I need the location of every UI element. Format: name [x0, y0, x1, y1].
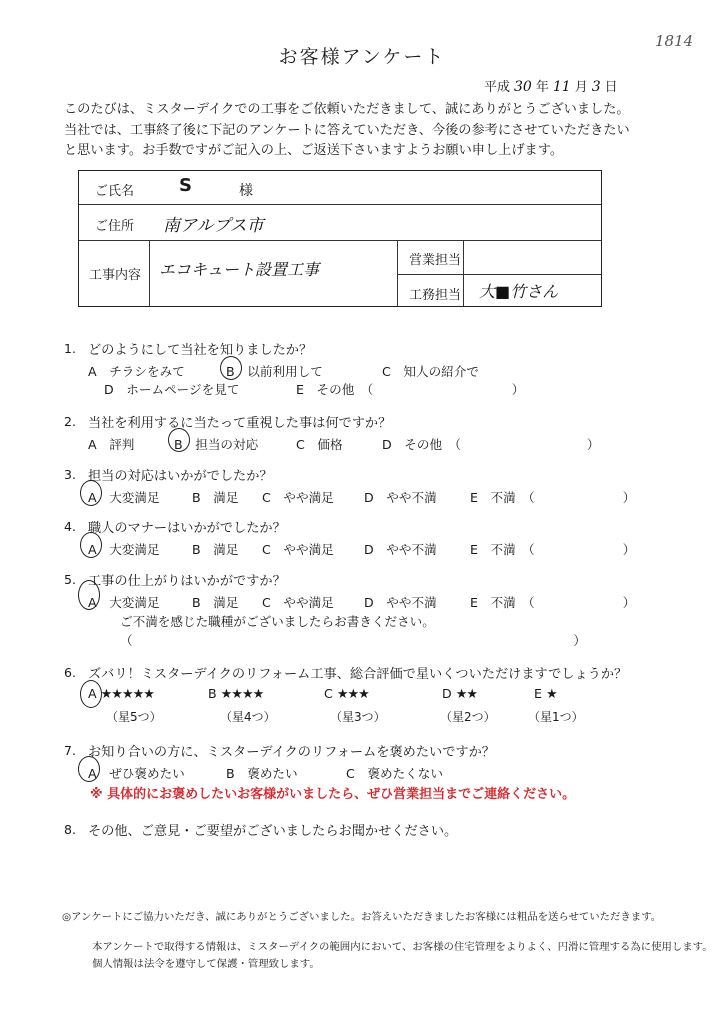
intro-line: 当社では、工事終了後に下記のアンケートに答えていただき、今後の参考にさせていただきたい — [64, 122, 630, 138]
q4-option-e[interactable]: E 不満 （ ） — [470, 542, 636, 557]
q6-option-letter: C — [324, 686, 333, 701]
q3-option-b[interactable]: B 満足 — [192, 490, 239, 505]
address-label: ご住所 — [95, 219, 135, 234]
intro-line: と思います。お手数ですがご記入の上、ご返送下さいますようお願い申し上げます。 — [64, 143, 564, 158]
question-4-text: 職人のマナーはいかがでしたか？ — [88, 521, 286, 536]
q5-sub-answer-field[interactable]: （ ） — [120, 633, 586, 648]
q1-option-d[interactable]: D ホームページを見て — [104, 382, 240, 397]
table-divider — [149, 240, 150, 306]
q6-option-letter: E — [534, 686, 542, 701]
intro-text — [64, 100, 704, 162]
table-divider — [397, 274, 601, 275]
star-rating-icon: ★★★★★ — [100, 687, 154, 702]
date-year[interactable]: 30 — [514, 79, 532, 95]
q5-option-d[interactable]: D やや不満 — [364, 595, 437, 610]
page-title: お客様アンケート — [278, 46, 446, 68]
q2-option-d[interactable]: D その他 （ ） — [382, 437, 600, 452]
q3-selection-circle — [80, 480, 102, 506]
table-divider — [79, 204, 601, 205]
q6-option-e-note: （星1つ） — [528, 710, 584, 724]
date-year-unit: 年 — [535, 80, 549, 95]
q1-option-c[interactable]: C 知人の紹介で — [382, 364, 479, 379]
question-number: 6. — [64, 665, 76, 680]
q6-option-a-note: （星5つ） — [106, 710, 162, 724]
table-divider — [463, 240, 464, 306]
q5-selection-circle — [78, 580, 100, 610]
sales-rep-label: 営業担当 — [409, 253, 462, 268]
q7-red-notice: ※ 具体的にお褒めしたいお客様がいましたら、ぜひ営業担当までご連絡ください。 — [90, 787, 576, 802]
q4-option-d[interactable]: D やや不満 — [364, 542, 437, 557]
q7-option-c[interactable]: C 褒めたくない — [346, 766, 443, 781]
name-field[interactable]: S — [179, 175, 192, 196]
table-divider — [397, 240, 398, 306]
star-rating-icon: ★★★ — [336, 687, 369, 702]
star-rating-icon: ★★ — [455, 687, 478, 702]
q6-option-e[interactable] — [534, 686, 557, 702]
question-5-text: 工事の仕上がりはいかがですか？ — [88, 574, 286, 589]
q6-option-c[interactable] — [324, 686, 369, 702]
corner-mark: 1814 — [655, 32, 694, 50]
q1-option-a[interactable]: A チラシをみて — [88, 364, 185, 379]
question-number: 4. — [64, 519, 76, 534]
question-number: 1. — [64, 341, 76, 356]
q1-option-b[interactable]: B 以前利用して — [226, 364, 323, 379]
q4-option-c[interactable]: C やや満足 — [262, 542, 334, 557]
q1-selection-circle — [220, 356, 242, 380]
question-6-text: ズバリ！ミスターデイクのリフォーム工事、総合評価で星いくついただけますでしょうか？ — [88, 667, 628, 682]
q5-sub-question: ご不満を感じた職種がございましたらお書きください。 — [120, 614, 435, 629]
intro-line: このたびは、ミスターデイクでの工事をご依頼いただきまして、誠にありがとうございました。 — [64, 102, 630, 117]
q6-option-c-note: （星3つ） — [330, 710, 386, 724]
q3-option-c[interactable]: C やや満足 — [262, 490, 334, 505]
name-suffix: 様 — [239, 183, 253, 199]
date-day[interactable]: 3 — [591, 79, 601, 95]
q4-option-a[interactable]: A 大変満足 — [88, 542, 160, 557]
q3-option-d[interactable]: D やや不満 — [364, 490, 437, 505]
star-rating-icon: ★★★★ — [220, 687, 264, 702]
address-field[interactable]: 南アルプス市 — [163, 216, 264, 236]
footer-thanks: ◎アンケートにご協力いただき、誠にありがとうございました。お答えいただきましたお客様には粗品を送らせていただきます。 — [62, 911, 662, 923]
date-line — [484, 76, 618, 95]
q1-option-e[interactable]: E その他 （ ） — [296, 382, 525, 397]
date-day-unit: 日 — [604, 80, 618, 95]
q6-option-b[interactable] — [208, 686, 263, 702]
question-number: 8. — [64, 822, 76, 837]
q5-option-b[interactable]: B 満足 — [192, 595, 239, 610]
q4-option-b[interactable]: B 満足 — [192, 542, 239, 557]
star-rating-icon: ★ — [545, 687, 557, 702]
q6-option-d[interactable] — [442, 686, 477, 702]
construction-rep-field[interactable]: 大■竹さん — [479, 282, 559, 301]
q2-selection-circle — [168, 428, 190, 452]
q7-selection-circle — [78, 756, 100, 782]
q7-option-a[interactable]: A ぜひ褒めたい — [88, 766, 185, 781]
footer-privacy-line-1: 本アンケートで取得する情報は、ミスターデイクの範囲内において、お客様の住宅管理をよりよく、円滑に管理する為に使用します。 — [92, 941, 713, 953]
date-month[interactable]: 11 — [552, 79, 571, 95]
customer-info-table — [78, 170, 602, 307]
q6-option-letter: D — [442, 686, 452, 701]
date-month-unit: 月 — [574, 80, 588, 95]
work-content-field[interactable]: エコキュート設置工事 — [159, 260, 320, 279]
work-label: 工事内容 — [89, 268, 142, 283]
q6-option-d-note: （星2つ） — [440, 710, 496, 724]
table-divider — [79, 240, 601, 241]
q2-option-b[interactable]: B 担当の対応 — [174, 437, 259, 452]
footer-privacy-line-2: 個人情報は法令を遵守して保護・管理致します。 — [92, 958, 320, 970]
q3-option-a[interactable]: A 大変満足 — [88, 490, 160, 505]
q6-selection-circle — [80, 680, 102, 708]
date-era: 平成 — [484, 80, 511, 95]
question-1-text: どのようにして当社を知りましたか？ — [88, 343, 313, 358]
q2-option-c[interactable]: C 価格 — [296, 437, 343, 452]
q6-option-letter: A — [88, 686, 97, 701]
name-label: ご氏名 — [95, 184, 135, 199]
question-8-text: その他、ご意見・ご要望がございましたらお聞かせください。 — [88, 824, 458, 839]
q5-option-c[interactable]: C やや満足 — [262, 595, 334, 610]
q7-option-b[interactable]: B 褒めたい — [226, 766, 298, 781]
q3-option-e[interactable]: E 不満 （ ） — [470, 490, 636, 505]
q5-option-a[interactable]: A 大変満足 — [88, 595, 160, 610]
question-number: 3. — [64, 467, 76, 482]
q2-option-a[interactable]: A 評判 — [88, 437, 135, 452]
question-number: 7. — [64, 743, 76, 758]
question-number: 5. — [64, 572, 76, 587]
question-2-text: 当社を利用するに当たって重視した事は何ですか？ — [88, 416, 392, 431]
question-7-text: お知り合いの方に、ミスターデイクのリフォームを褒めたいですか？ — [88, 745, 495, 760]
question-3-text: 担当の対応はいかがでしたか？ — [88, 469, 273, 484]
q5-option-e[interactable]: E 不満 （ ） — [470, 595, 636, 610]
question-number: 2. — [64, 414, 76, 429]
construction-rep-label: 工務担当 — [409, 288, 462, 303]
q4-selection-circle — [80, 532, 102, 558]
q6-option-letter: B — [208, 686, 217, 701]
q6-option-b-note: （星4つ） — [220, 710, 276, 724]
